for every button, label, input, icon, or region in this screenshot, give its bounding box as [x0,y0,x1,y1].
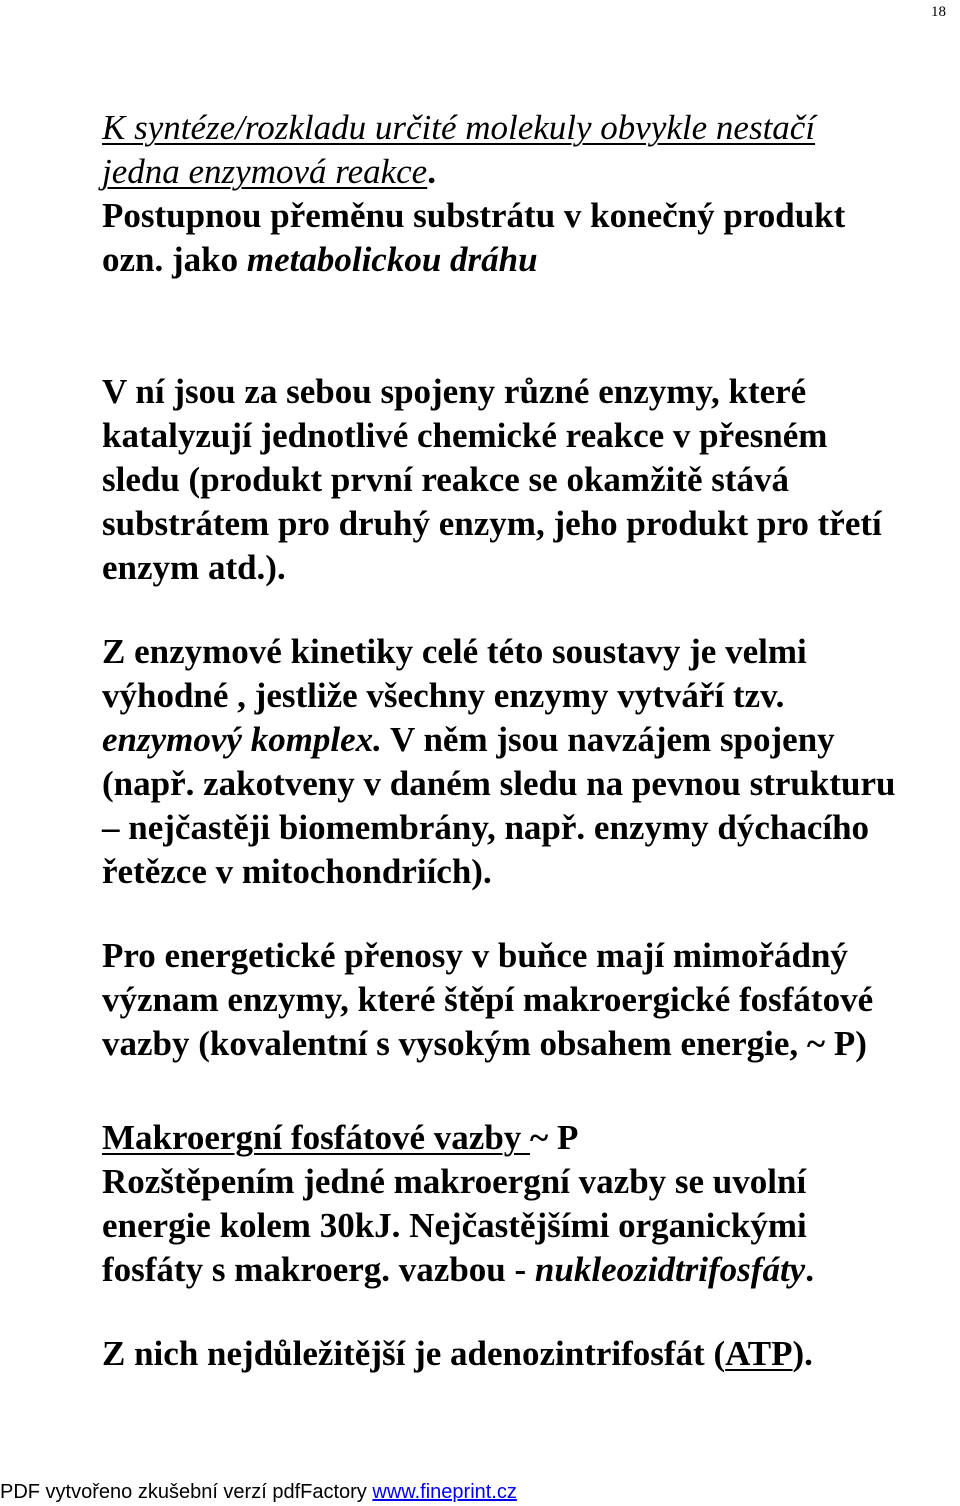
text-fragment: Z nich nejdůležitější je adenozintrifosfát ( [102,1334,726,1373]
text-line: – nejčastěji biomembrány, např. enzymy dýchacího [102,808,870,847]
text-line [102,150,845,194]
text-fragment: fosfáty s makroerg. vazbou - [102,1250,535,1289]
text-line [102,718,895,762]
text-fragment: . [805,1250,814,1289]
paragraph-enzyme-sequence [102,370,882,590]
text-line [102,1332,813,1376]
text-fragment: ozn. jako [102,240,247,279]
text-line: Z enzymové kinetiky celé této soustavy je velmi [102,632,807,671]
paragraph-macroergic-bonds [102,1116,814,1292]
footer [0,1481,517,1504]
text-fragment: . [427,152,436,191]
text-line: substrátem pro druhý enzym, jeho produkt pro třetí [102,504,882,543]
text-line [102,1248,814,1292]
text-line: energie kolem 30kJ. Nejčastějšími organickými [102,1206,807,1245]
paragraph-atp [102,1332,813,1376]
text-line: řetězce v mitochondriích). [102,852,492,891]
page-number: 18 [931,4,946,20]
text-line: V ní jsou za sebou spojeny různé enzymy, které [102,372,807,411]
underlined-term: ATP [725,1334,793,1373]
text-fragment: V něm jsou navzájem spojeny [381,720,835,759]
text-line: enzym atd.). [102,548,286,587]
footer-link[interactable]: www.fineprint.cz [372,1481,517,1503]
text-line: Rozštěpením jedné makroergní vazby se uvolní [102,1162,807,1201]
text-fragment: ~ P [530,1118,579,1157]
text-line: vazby (kovalentní s vysokým obsahem energie, ~ P) [102,1024,867,1063]
footer-text: PDF vytvořeno zkušební verzí pdfFactory [0,1481,373,1503]
text-fragment: ). [792,1334,813,1373]
text-line [102,1116,814,1160]
text-line [102,238,845,282]
text-line: výhodné , jestliže všechny enzymy vytváří tzv. [102,676,785,715]
text-line: katalyzují jednotlivé chemické reakce v přesném [102,416,828,455]
italic-term: metabolickou dráhu [246,240,538,279]
text-line: (např. zakotveny v daném sledu na pevnou strukturu [102,764,896,803]
underlined-heading: Makroergní fosfátové vazby [102,1118,531,1157]
paragraph-energy-transfer [102,934,873,1066]
text-line: K syntéze/rozkladu určité molekuly obvykle nestačí [102,108,816,147]
italic-term: enzymový komplex. [102,720,382,759]
paragraph-metabolic-pathway [102,106,845,282]
text-line: význam enzymy, které štěpí makroergické fosfátové [102,980,874,1019]
italic-term: nukleozidtrifosfáty [534,1250,806,1289]
text-line: Pro energetické přenosy v buňce mají mimořádný [102,936,848,975]
paragraph-enzyme-complex [102,630,895,894]
italic-phrase: jedna enzymová reakce [102,152,428,191]
text-line: Postupnou přeměnu substrátu v konečný produkt [102,196,846,235]
text-line: sledu (produkt první reakce se okamžitě stává [102,460,790,499]
